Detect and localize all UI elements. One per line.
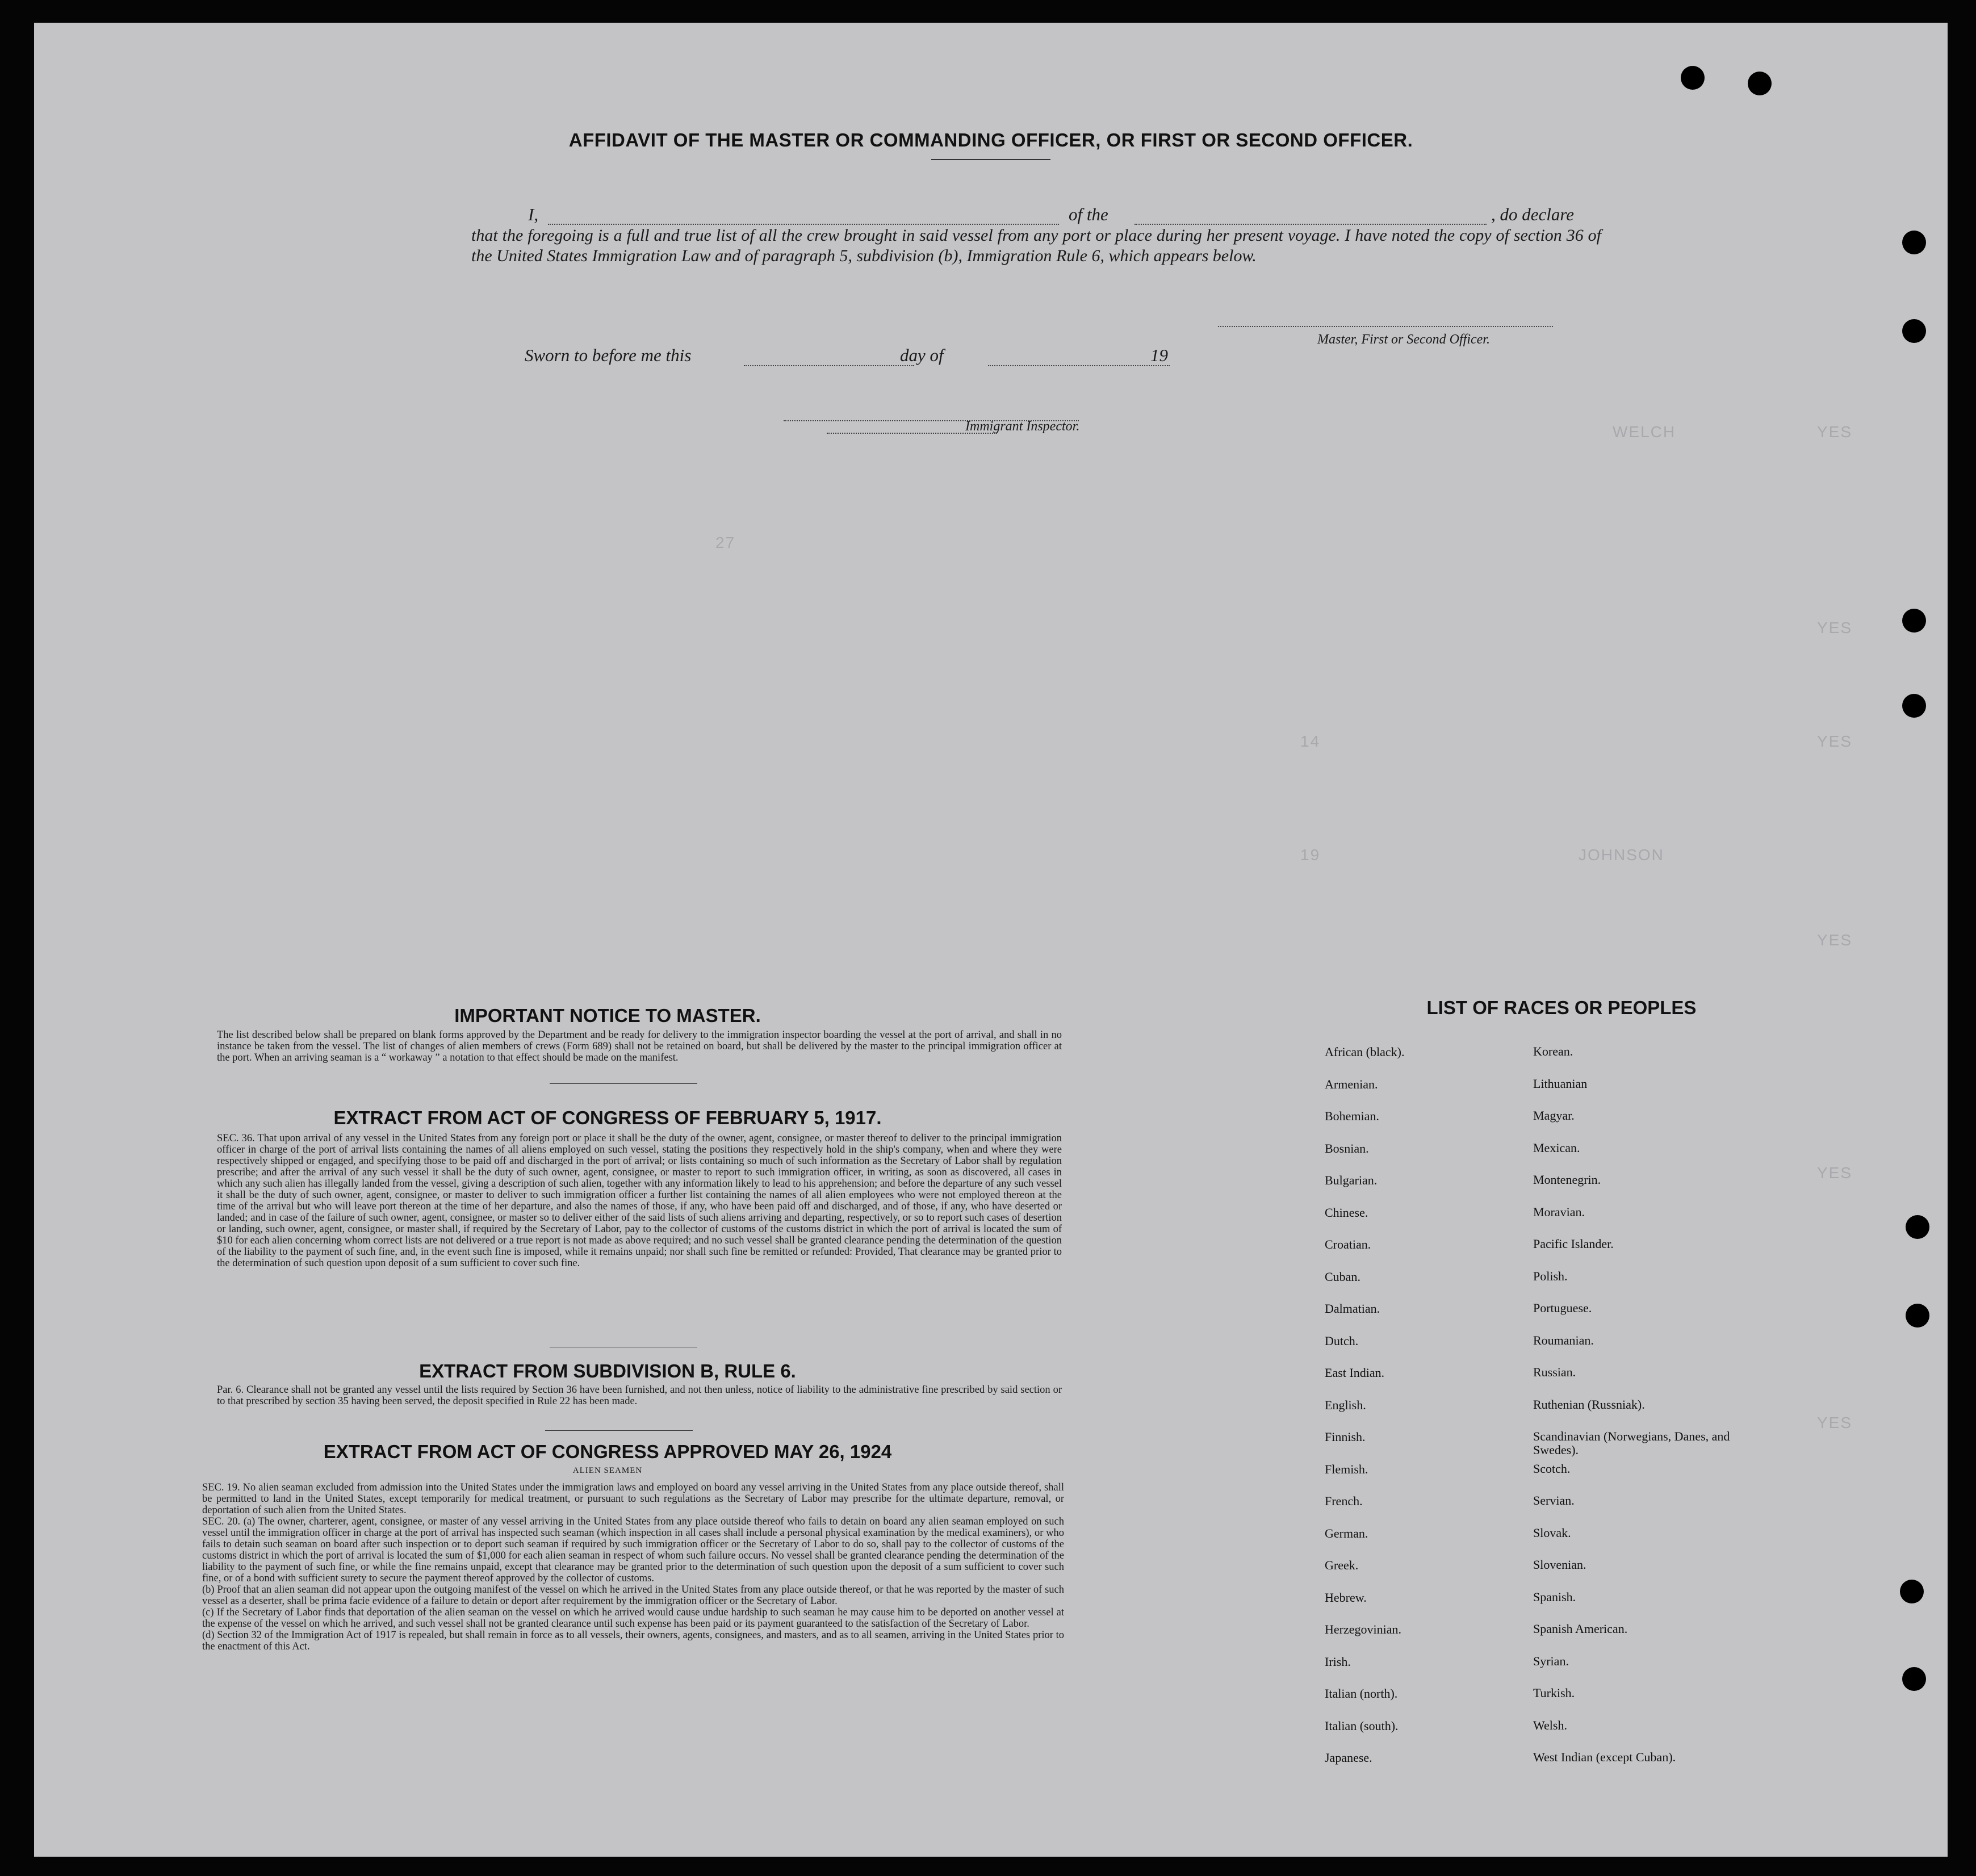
race-item: Bohemian. xyxy=(1325,1109,1379,1123)
race-item: East Indian. xyxy=(1325,1366,1385,1380)
sworn-day-field[interactable] xyxy=(744,365,914,366)
sworn-label: Sworn to before me this xyxy=(525,345,692,365)
punch-hole xyxy=(1681,66,1705,90)
race-item: Croatian. xyxy=(1325,1237,1371,1251)
officer-signature-field[interactable] xyxy=(1218,326,1553,327)
punch-hole xyxy=(1906,1304,1929,1328)
race-item: Cuban. xyxy=(1325,1269,1360,1284)
race-item: English. xyxy=(1325,1397,1366,1412)
sworn-month-field[interactable] xyxy=(988,365,1170,366)
race-item: Hebrew. xyxy=(1325,1590,1367,1605)
race-item: Greek. xyxy=(1325,1558,1359,1572)
extract-1924-heading: EXTRACT FROM ACT OF CONGRESS APPROVED MAY 26, 1924 xyxy=(323,1441,892,1462)
extract-1924-subheading: ALIEN SEAMEN xyxy=(572,1466,643,1475)
race-item: Herzegovinian. xyxy=(1325,1622,1401,1636)
race-item: Dutch. xyxy=(1325,1333,1359,1348)
race-item: Russian. xyxy=(1533,1365,1576,1379)
day-of-label: day of xyxy=(900,345,944,365)
extract-rule6-text: Par. 6. Clearance shall not be granted any vessel until the lists required by Section 36 have been furnished, and not then unless, notice of liability to the administrative fine prescribed by said section or to that prescribed by section 35 having been served, the deposit specified in Rule 22 has been made. xyxy=(217,1384,1062,1407)
document-page: YES WELCH YES YES JOHNSON YES YES YES 14 19 27 AFFIDAVIT OF THE MASTER OR COMMANDING OFFICER, OR FIRST OR SECOND OFFICER. I, of the , do declare that the foregoing is a full and true list of all the crew brought in said vessel from any port or place during her present voyage. I have noted the copy of section 36 of the United States Immigration Law and of paragraph 5, subdivision (b), Immigration Rule 6, which appears below. Master, First or Second Officer. Sworn to before me this day of 19 Immigrant Inspector. IMPORTANT NOTICE TO MASTER. The list described below shall be prepared on blank forms approved by the Department and be ready for delivery to the immigration inspector boarding the vessel at the port of arrival, and shall in no instance be taken from the vessel. The list of changes of alien members of crews (Form 689) shall not be retained on board, but shall be delivered by the master to the principal immigration officer at the port. When an arriving seaman is a “ workaway ” a notation to that effect should be made on the manifest. EXTRACT FROM ACT OF CONGRESS OF FEBRUARY 5, 1917. SEC. 36. That upon arrival of any vessel in the United States from any foreign port or place it shall be the duty of the owner, agent, consignee, or master thereof to deliver to the principal immigration officer in charge of the port of arrival lists containing the names of all aliens employed on such vessel, stating the positions they respectively hold in the ship's company, when and where they were respectively shipped or engaged, and specifying those to be paid off and discharged in the port of arrival; or lists containing so much of such information as the Secretary of Labor shall by regulation prescribe; and after the arrival of any such vessel it shall be the duty of such owner, agent, consignee, or master to report to such immigration officer, in writing, as soon as discovered, all cases in which any such alien has illegally landed from the vessel, giving a description of such alien, together with any information likely to lead to his apprehension; and before the departure of any such vessel it shall be the duty of such owner, agent, consignee, or master to deliver to such immigration officer a further list containing the names of all alien employees who were not employed thereon at the time of the arrival but who will leave port thereon at the time of her departure, and also the names of those, if any, who have been paid off and discharged, and of those, if any, who have deserted or landed; and in case of the failure of such owner, agent, consignee, or master so to deliver either of the said lists of such aliens arriving and departing, respectively, or so to report such cases of desertion or landing, such owner, agent, consignee, or master shall, if required by the Secretary of Labor, pay to the collector of customs of the customs district in which the port of arrival is located the sum of $10 for each alien concerning whom correct lists are not delivered or a true report is not made as above required; and no such vessel shall be granted clearance pending the determination of the question of the liability to the payment of such fine, and, in the event such fine is imposed, while it remains unpaid; nor shall such fine be remitted or refunded: Provided, That clearance may be granted prior to the determination of such question upon deposit of a sum sufficient to cover such fine. EXTRACT FROM SUBDIVISION B, RULE 6. Par. 6. Clearance shall not be granted any vessel until the lists required by Section 36 have been furnished, and not then unless, notice of liability to the administrative fine prescribed by said section or to that prescribed by section 35 having been served, the deposit specified in Rule 22 has been made. EXTRACT FROM ACT OF CONGRESS APPROVED MAY 26, 1924 ALIEN SEAMEN SEC. 19. No alien seaman excluded from admission into the United States under the immigration laws and employed on board any vessel arriving in the United States from any place outside thereof, shall be permitted to land in the United States, except temporarily for medical treatment, or pursuant to such regulations as the Secretary of Labor may prescribe for the ultimate departure, removal, or deportation of such alien from the United States. SEC. 20. (a) The owner, charterer, agent, consignee, or master of any vessel arriving in the United States from any place outside thereof who fails to detain on board any alien seaman employed on such vessel until the immigration officer in charge at the port of arrival has inspected such seaman (which inspection in all cases shall include a personal physical examination by the medical examiners), or who fails to detain such seaman on board after such inspection or to deport such seaman if required by such immigration officer or the Secretary of Labor to do so, shall pay to the collector of customs of the customs district in which the port of arrival is located the sum of $1,000 for each alien seaman in respect of whom such failure occurs. No vessel shall be granted clearance pending the determination of the liability to the payment of such fine, or while the fine remains unpaid, except that clearance may be granted prior to the determination of such question upon the deposit of a sum sufficient to cover such fine, or of a bond with sufficient surety to secure the payment thereof approved by the collector of customs. (b) Proof that an alien seaman did not appear upon the outgoing manifest of the vessel on which he arrived in the United States from any place outside thereof, or that he was reported by the master of such vessel as a deserter, shall be prima facie evidence of a failure to detain or deport after requirement by the immigration officer or the Secretary of Labor. (c) If the Secretary of Labor finds that deportation of the alien seaman on the vessel on which he arrived would cause undue hardship to such seaman he may cause him to be deported on another vessel at the expense of the vessel on which he arrived, and such vessel shall not be granted clearance until such expense has been paid or its payment guaranteed to the satisfaction of the Secretary of Labor. (d) Section 32 of the Immigration Act of 1917 is repealed, but shall remain in force as to all vessels, their owners, agents, consignees, and masters, and as to all seamen, arriving in the United States prior to the enactment of this Act. LIST OF RACES OR PEOPLES African (black). Armenian. Bohemian. Bosnian. Bulgarian. Chinese. Croatian. Cuban. Dalmatian. Dutch. East Indian. English. Finnish. Flemish. French. German. Greek. Hebrew. Herzegovinian. Irish. Italian (north). Italian (south). Japanese. Korean. Lithuanian Magyar. Mexican. Montenegrin. Moravian. Pacific Islander. Polish. Portuguese. Roumanian. Russian. Ruthenian (Russniak). Scandinavian (Norwegians, Danes, and Swedes). Scotch. Servian. Slovak. Slovenian. Spanish. Spanish American. Syrian. Turkish. Welsh. West Indian (except Cuban). xyxy=(34,23,1948,1857)
affidavit-title: AFFIDAVIT OF THE MASTER OR COMMANDING OFFICER, OR FIRST OR SECOND OFFICER. xyxy=(568,129,1413,150)
race-item: Ruthenian (Russniak). xyxy=(1533,1397,1645,1412)
punch-hole xyxy=(1902,1667,1926,1691)
extract-1917-text: SEC. 36. That upon arrival of any vessel in the United States from any foreign port or place it shall be the duty of the owner, agent, consignee, or master thereof to deliver to the principal immigration officer in charge of the port of arrival lists containing the names of all aliens employed on such vessel, stating the positions they respectively hold in the ship's company, when and where they were respectively shipped or engaged, and specifying those to be paid off and discharged in the port of arrival; or lists containing so much of such information as the Secretary of Labor shall by regulation prescribe; and after the arrival of any such vessel it shall be the duty of such owner, agent, consignee, or master to report to such immigration officer, in writing, as soon as discovered, all cases in which any such alien has illegally landed from the vessel, giving a description of such alien, together with any information likely to lead to his apprehension; and before the departure of any such vessel it shall be the duty of such owner, agent, consignee, or master to deliver to such immigration officer a further list containing the names of all alien employees who were not employed thereon at the time of the arrival but who will leave port thereon at the time of her departure, and also the names of those, if any, who have been paid off and discharged, and of those, if any, who have deserted or landed; and in case of the failure of such owner, agent, consignee, or master so to deliver either of the said lists of such aliens arriving and departing, respectively, or so to report such cases of desertion or landing, such owner, agent, consignee, or master shall, if required by the Secretary of Labor, pay to the collector of customs of the customs district in which the port of arrival is located the sum of $10 for each alien concerning whom correct lists are not delivered or a true report is not made as above required; and no such vessel shall be granted clearance pending the determination of the question of the liability to the payment of such fine, and, in the event such fine is imposed, while it remains unpaid; nor shall such fine be remitted or refunded: Provided, That clearance may be granted prior to the determination of such question upon deposit of a sum sufficient to cover such fine. xyxy=(217,1133,1062,1269)
race-item: Spanish. xyxy=(1533,1589,1576,1604)
race-item: Scotch. xyxy=(1533,1461,1571,1476)
race-item: Pacific Islander. xyxy=(1533,1237,1614,1251)
race-item: French. xyxy=(1325,1494,1363,1508)
race-item: Japanese. xyxy=(1325,1751,1372,1765)
race-item: Italian (north). xyxy=(1325,1686,1398,1701)
do-declare-label: , do declare xyxy=(1491,204,1575,224)
race-item: Lithuanian xyxy=(1533,1076,1588,1091)
declaration-text: that the foregoing is a full and true list of all the crew brought in said vessel from any port or place during her present voyage. I have noted the copy of section 36 of the United States Immigration Law and of paragraph 5, subdivision (b), Immigration Rule 6, which appears below. xyxy=(471,226,1601,265)
of-the-label: of the xyxy=(1069,204,1108,224)
punch-hole xyxy=(1902,609,1926,633)
race-item: Polish. xyxy=(1533,1268,1568,1283)
year-prefix: 19 xyxy=(1150,345,1168,365)
race-item: German. xyxy=(1325,1526,1368,1540)
extract-1917-heading: EXTRACT FROM ACT OF CONGRESS OF FEBRUARY 5, 1917. xyxy=(333,1107,882,1128)
race-item: Syrian. xyxy=(1533,1653,1569,1668)
race-item: Dalmatian. xyxy=(1325,1301,1380,1316)
punch-hole xyxy=(1748,72,1772,95)
punch-hole xyxy=(1900,1580,1924,1603)
declarant-prefix: I, xyxy=(528,204,539,224)
race-item: Chinese. xyxy=(1325,1205,1368,1220)
race-item: African (black). xyxy=(1325,1045,1405,1059)
vessel-name-field[interactable] xyxy=(1134,224,1487,225)
race-item: Montenegrin. xyxy=(1533,1172,1601,1187)
punch-hole xyxy=(1902,319,1926,343)
race-item: Scandinavian (Norwegians, Danes, and Swedes). xyxy=(1533,1429,1730,1457)
race-item: Moravian. xyxy=(1533,1204,1585,1219)
race-item: Turkish. xyxy=(1533,1686,1575,1700)
extract-rule6-heading: EXTRACT FROM SUBDIVISION B, RULE 6. xyxy=(419,1360,796,1381)
notice-heading: IMPORTANT NOTICE TO MASTER. xyxy=(454,1005,761,1026)
race-item: Bulgarian. xyxy=(1325,1173,1378,1187)
race-item: Roumanian. xyxy=(1533,1333,1594,1347)
race-item: Slovak. xyxy=(1533,1525,1571,1540)
race-item: Finnish. xyxy=(1325,1430,1366,1444)
race-item: Armenian. xyxy=(1325,1077,1378,1091)
punch-hole xyxy=(1906,1215,1929,1239)
race-item: Spanish American. xyxy=(1533,1622,1628,1636)
race-item: Irish. xyxy=(1325,1654,1351,1669)
punch-hole xyxy=(1902,694,1926,718)
race-item: Portuguese. xyxy=(1533,1301,1592,1315)
race-item: Servian. xyxy=(1533,1493,1575,1508)
race-item: Mexican. xyxy=(1533,1140,1580,1155)
declarant-name-field[interactable] xyxy=(548,224,1059,225)
notice-text: The list described below shall be prepared on blank forms approved by the Department and be ready for delivery to the immigration inspector boarding the vessel at the port of arrival, and shall in no instance be taken from the vessel. The list of changes of alien members of crews (Form 689) shall not be retained on board, but shall be delivered by the master to the principal immigration officer at the port. When an arriving seaman is a “ workaway ” a notation to that effect should be made on the manifest. xyxy=(217,1029,1062,1063)
race-item: Italian (south). xyxy=(1325,1718,1399,1733)
extract-1924-text: SEC. 19. No alien seaman excluded from admission into the United States under the immigration laws and employed on board any vessel arriving in the United States from any place outside thereof, shall be permitted to land in the United States, except temporarily for medical treatment, or pursuant to such regulations as the Secretary of Labor may prescribe for the ultimate departure, removal, or deportation of such alien from the United States. SEC. 20. (a) The owner, charterer, agent, consignee, or master of any vessel arriving in the United States from any place outside thereof who fails to detain on board any alien seaman employed on such vessel until the immigration officer in charge at the port of arrival has inspected such seaman (which inspection in all cases shall include a personal physical examination by the medical examiners), or who fails to detain such seaman on board after such inspection or to deport such seaman if required by such immigration officer or the Secretary of Labor to do so, shall pay to the collector of customs of the customs district in which the port of arrival is located the sum of $1,000 for each alien seaman in respect of whom such failure occurs. No vessel shall be granted clearance pending the determination of the liability to the payment of such fine, or while the fine remains unpaid, except that clearance may be granted prior to the determination of such question upon the deposit of a sum sufficient to cover such fine, or of a bond with sufficient surety to secure the payment thereof approved by the collector of customs. (b) Proof that an alien seaman did not appear upon the outgoing manifest of the vessel on which he arrived in the United States from any place outside thereof, or that he was reported by the master of such vessel as a deserter, shall be prima facie evidence of a failure to detain or deport after requirement by the immigration officer or the Secretary of Labor. (c) If the Secretary of Labor finds that deportation of the alien seaman on the vessel on which he arrived would cause undue hardship to such seaman he may cause him to be deported on another vessel at the expense of the vessel on which he arrived, and such vessel shall not be granted clearance until such expense has been paid or its payment guaranteed to the satisfaction of the Secretary of Labor. (d) Section 32 of the Immigration Act of 1917 is repealed, but shall remain in force as to all vessels, their owners, agents, consignees, and masters, and as to all seamen, arriving in the United States prior to the enactment of this Act. xyxy=(202,1482,1064,1652)
officer-signature-label: Master, First or Second Officer. xyxy=(1317,332,1490,347)
inspector-label: Immigrant Inspector. xyxy=(965,419,1080,434)
race-item: West Indian (except Cuban). xyxy=(1533,1750,1676,1764)
punch-hole xyxy=(1902,231,1926,254)
races-heading: LIST OF RACES OR PEOPLES xyxy=(1426,997,1697,1018)
race-item: Slovenian. xyxy=(1533,1557,1586,1572)
race-item: Magyar. xyxy=(1533,1108,1575,1123)
race-item: Bosnian. xyxy=(1325,1141,1369,1155)
race-item: Flemish. xyxy=(1325,1462,1368,1476)
race-item: Welsh. xyxy=(1533,1718,1567,1732)
race-item: Korean. xyxy=(1533,1044,1573,1058)
